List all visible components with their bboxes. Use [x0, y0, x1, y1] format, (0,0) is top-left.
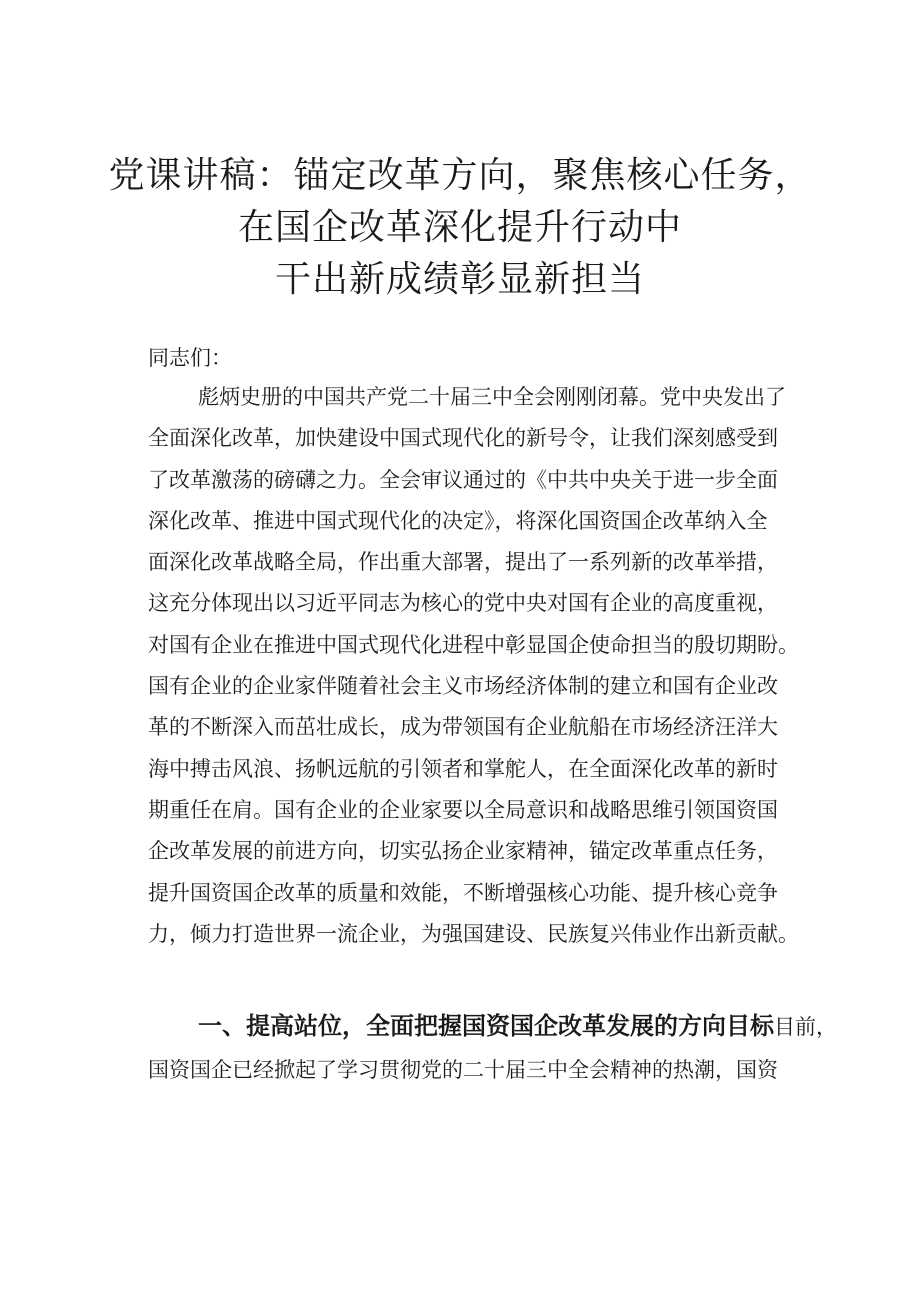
body-line: 彪炳史册的中国共产党二十届三中全会刚刚闭幕。党中央发出了 — [198, 385, 786, 409]
greeting: 同志们： — [148, 346, 232, 370]
body-line: 深化改革、推进中国式现代化的决定》，将深化国资国企改革纳入全 — [148, 508, 768, 533]
body-paragraph — [148, 383, 808, 961]
body-line: 力，倾力打造世界一流企业，为强国建设、民族复兴伟业作出新贡献。 — [148, 921, 799, 946]
document-title — [100, 150, 820, 306]
title-line-2: 在国企改革深化提升行动中 — [237, 207, 682, 248]
body-line: 提升国资国企改革的质量和效能，不断增强核心功能、提升核心竞争 — [148, 880, 778, 905]
body-line: 这充分体现出以习近平同志为核心的党中央对国有企业的高度重视， — [148, 591, 778, 616]
section-heading-line — [198, 1008, 837, 1048]
body-line: 革的不断深入而茁壮成长，成为带领国有企业航船在市场经济汪洋大 — [148, 715, 778, 740]
body-line: 国有企业的企业家伴随着社会主义市场经济体制的建立和国有企业改 — [148, 674, 778, 699]
title-line-3: 干出新成绩彰显新担当 — [274, 259, 645, 300]
title-line-1: 党课讲稿：锚定改革方向，聚焦核心任务， — [108, 155, 812, 196]
body-line: 海中搏击风浪、扬帆远航的引领者和掌舵人，在全面深化改革的新时 — [148, 756, 778, 781]
body-line: 面深化改革战略全局，作出重大部署，提出了一系列新的改革举措， — [148, 550, 778, 575]
section-heading-tail: 目前， — [774, 1015, 837, 1039]
body-line: 期重任在肩。国有企业的企业家要以全局意识和战略思维引领国资国 — [148, 797, 778, 822]
body-line: 企改革发展的前进方向，切实弘扬企业家精神，锚定改革重点任务， — [148, 839, 778, 864]
body-line-after-heading: 国资国企已经掀起了学习贯彻党的二十届三中全会精神的热潮，国资 — [148, 1058, 778, 1082]
body-line: 了改革激荡的磅礴之力。全会审议通过的《中共中央关于进一步全面 — [148, 467, 778, 492]
section-heading: 一、提高站位，全面把握国资国企改革发展的方向目标 — [198, 1012, 774, 1040]
body-line: 对国有企业在推进中国式现代化进程中彰显国企使命担当的殷切期盼。 — [148, 632, 799, 657]
body-line: 全面深化改革，加快建设中国式现代化的新号令，让我们深刻感受到 — [148, 426, 778, 451]
